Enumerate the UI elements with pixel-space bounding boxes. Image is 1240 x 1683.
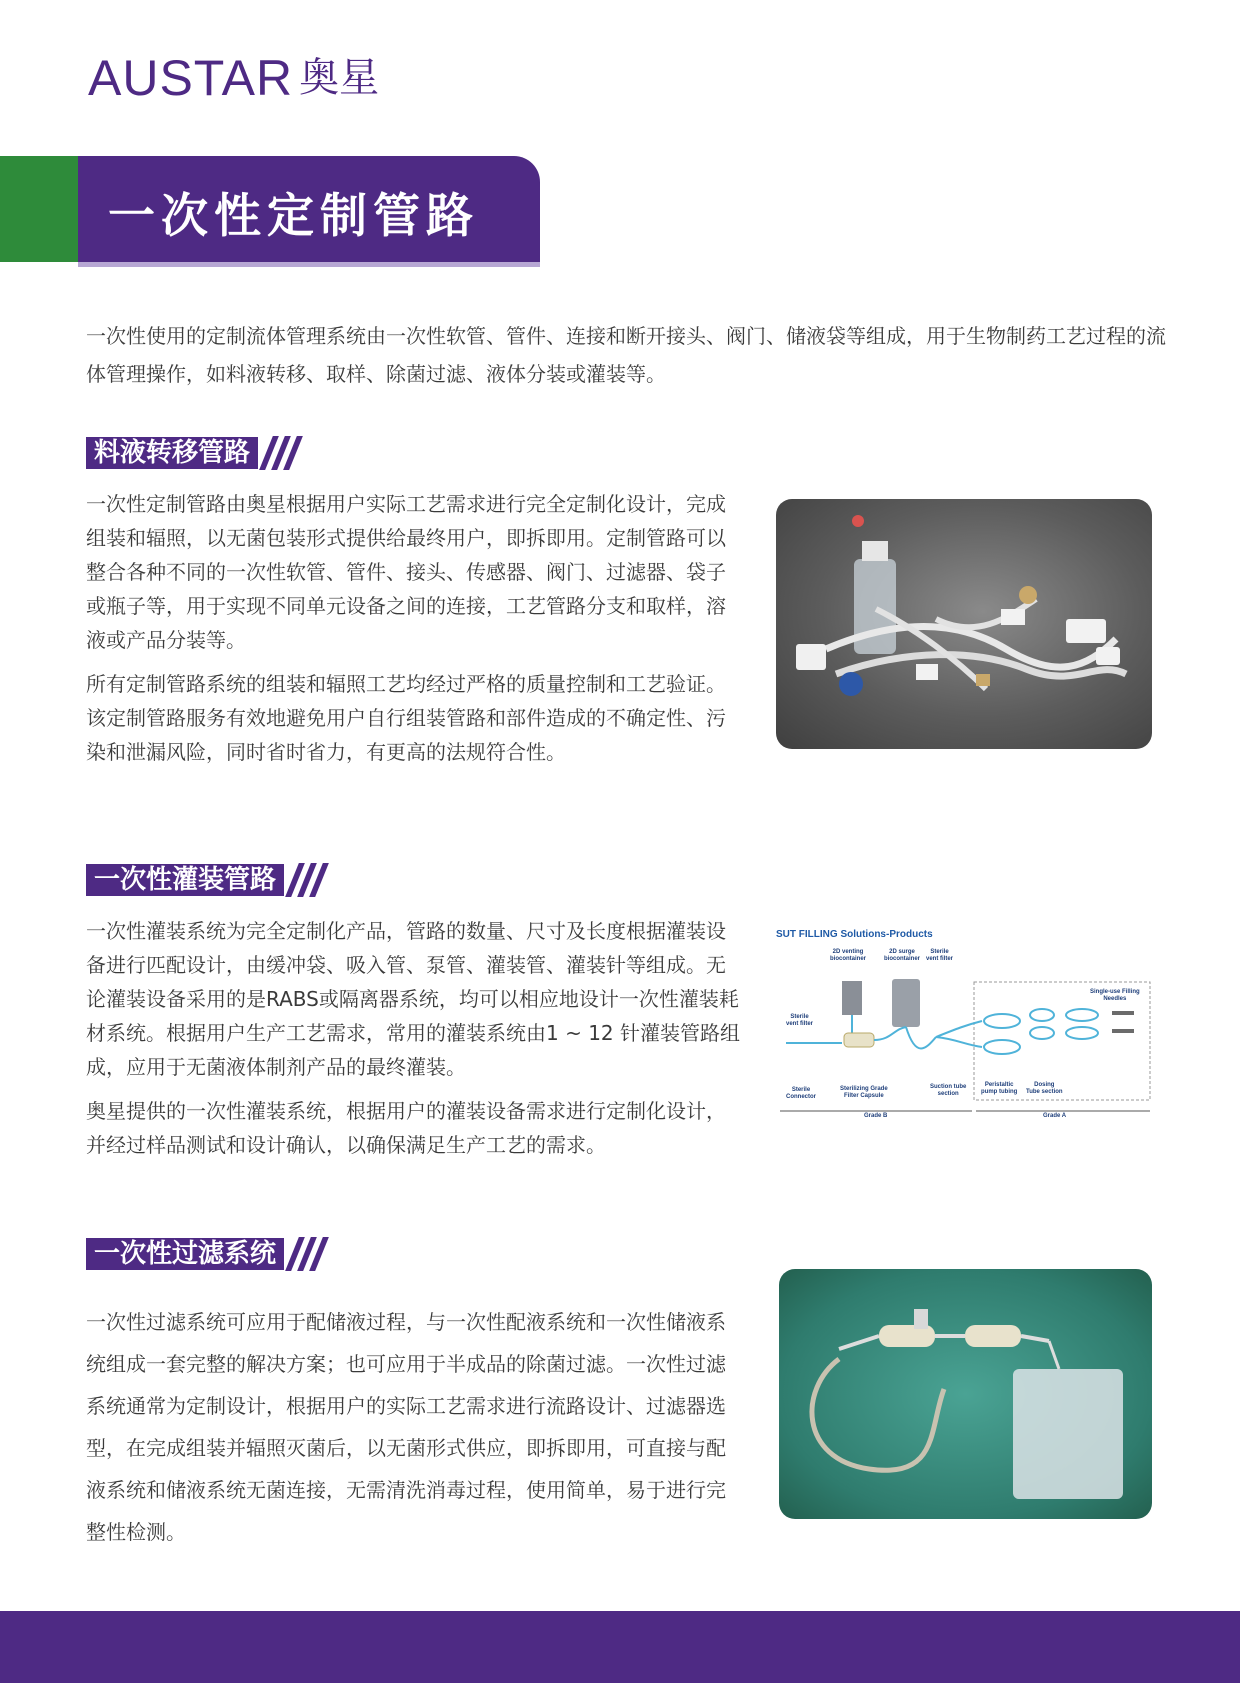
section-3-paragraph-1: 一次性过滤系统可应用于配储液过程，与一次性配液系统和一次性储液系统组成一套完整的解决方案；也可应用于半成品的除菌过滤。一次性过滤系统通常为定制设计，根据用户的实际工艺需求进行流路设计、过滤器选型，在完成组装并辐照灭菌后，以无菌形式供应，即拆即用，可直接与配液系统和储液系统无菌连接，无需清洗消毒过程，使用简单，易于进行完整性检测。 [86,1310,726,1544]
diagram-label: Dosing Tube section [1026,1082,1063,1095]
diagram-label: 2D surge biocontainer [884,949,921,962]
section-heading-label: 料液转移管路 [86,437,258,469]
diagram-label: Sterile vent filter [926,949,954,962]
title-green-accent [0,156,78,262]
brand-logo [88,52,379,104]
diagram-label: Single-use Filling Needles [1090,989,1140,1002]
page-title: 一次性定制管路 [108,189,479,244]
tubing-assembly-illustration [776,499,1152,749]
filtration-system-photo [779,1269,1152,1519]
logo-chinese: 奥星 [299,55,380,101]
diagram-label: Grade A [1043,1113,1067,1119]
slash-decoration-icon [292,1237,328,1271]
title-band [78,156,540,262]
diagram-label: 2D venting biocontainer [830,949,867,962]
slash-decoration-icon [266,436,302,470]
logo-latin: AUSTAR [88,50,294,106]
diagram-label: Grade B [864,1113,888,1119]
tubing-assembly-photo [776,499,1152,749]
diagram-label: Suction tube section [930,1084,967,1097]
diagram-label: Peristaltic pump tubing [981,1082,1018,1095]
diagram-label: Sterile vent filter [786,1014,814,1027]
section-2-paragraph-2: 奥星提供的一次性灌装系统，根据用户的灌装设备需求进行定制化设计，并经过样品测试和设计确认，以确保满足生产工艺的需求。 [86,1099,726,1157]
section-1-paragraph-1: 一次性定制管路由奥星根据用户实际工艺需求进行完全定制化设计，完成组装和辐照，以无菌包装形式提供给最终用户，即拆即用。定制管路可以整合各种不同的一次性软管、管件、接头、传感器、阀门、过滤器、袋子或瓶子等，用于实现不同单元设备之间的连接，工艺管路分支和取样，溶液或产品分装等。 [86,492,726,652]
section-1-paragraph-2: 所有定制管路系统的组装和辐照工艺均经过严格的质量控制和工艺验证。该定制管路服务有效地避免用户自行组装管路和部件造成的不确定性、污染和泄漏风险，同时省时省力，有更高的法规符合性。 [86,672,726,764]
diagram-label: Sterile Connector [786,1087,816,1100]
footer-band [0,1611,1240,1683]
section-heading-2 [86,864,328,896]
slash-decoration-icon [292,863,328,897]
section-heading-3 [86,1238,328,1270]
intro-text: 一次性使用的定制流体管理系统由一次性软管、管件、连接和断开接头、阀门、储液袋等组成，用于生物制药工艺过程的流体管理操作，如料液转移、取样、除菌过滤、液体分装或灌装等。 [86,324,1166,386]
section-2-paragraph-1: 一次性灌装系统为完全定制化产品，管路的数量、尺寸及长度根据灌装设备进行匹配设计，由缓冲袋、吸入管、泵管、灌装管、灌装针等组成。无论灌装设备采用的是RABS或隔离器系统，均可以相应地设计一次性灌装耗材系统。根据用户生产工艺需求，常用的灌装系统由1 ~ 12 针灌装管路组成，应用于无菌液体制剂产品的最终灌装。 [86,919,741,1079]
section-heading-label: 一次性过滤系统 [86,1238,284,1270]
filling-solution-diagram [776,929,1152,1125]
section-heading-label: 一次性灌装管路 [86,864,284,896]
filtration-system-illustration [779,1269,1152,1519]
diagram-title: SUT FILLING Solutions-Products [776,929,933,940]
diagram-label: Sterilizing Grade Filter Capsule [840,1086,888,1099]
section-heading-1 [86,437,302,469]
